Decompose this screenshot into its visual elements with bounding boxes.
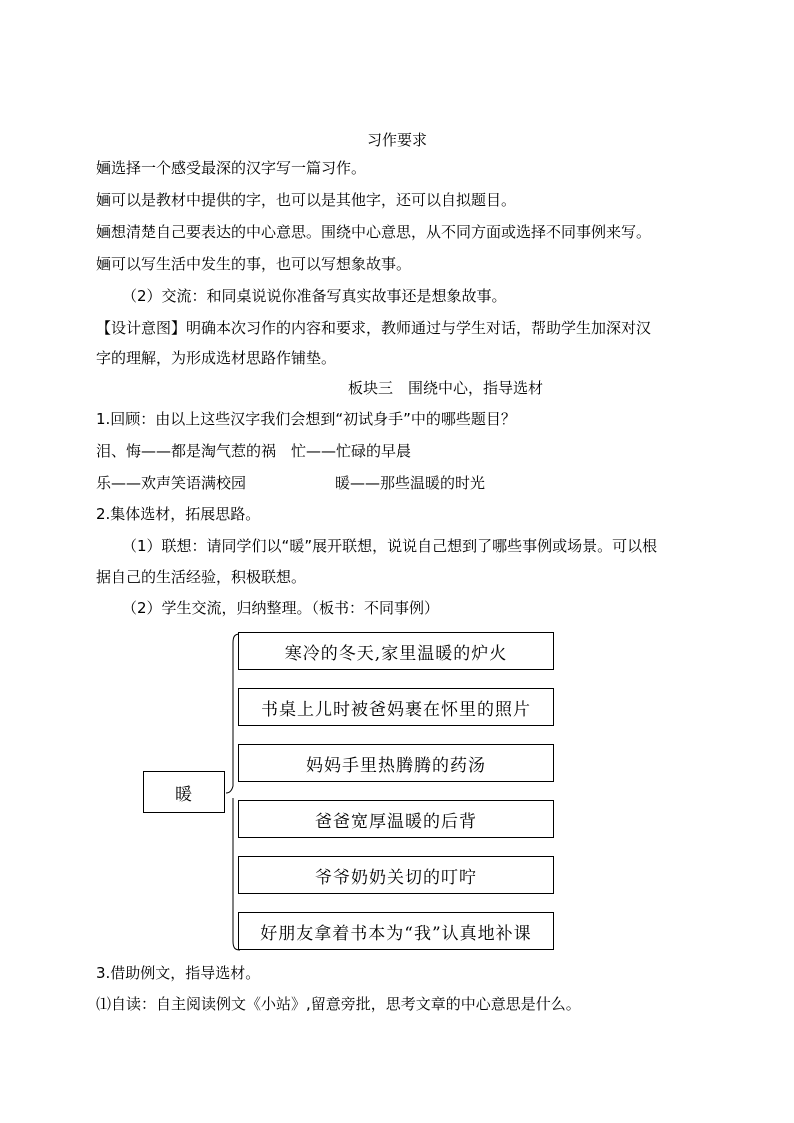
design-intent: 【设计意图】明确本次习作的内容和要求，教师通过与学生对话，帮助学生加深对汉 xyxy=(96,319,652,337)
requirement-item: 婳可以是教材中提供的字，也可以是其他字，还可以自拟题目。 xyxy=(96,191,517,209)
title-pairs-line2-right: 暖——那些温暖的时光 xyxy=(335,474,486,492)
title-pairs-line1: 泪、悔——都是淘气惹的祸 忙——忙碌的早晨 xyxy=(96,442,412,460)
mindmap-branch: 书桌上儿时被爸妈裹在怀里的照片 xyxy=(238,688,554,726)
requirement-item: 婳想清楚自己要表达的中心意思。围绕中心意思，从不同方面或选择不同事例来写。 xyxy=(96,223,652,241)
associate-text-continued: 据自己的生活经验，积极联想。 xyxy=(96,568,307,586)
associate-text: （1）联想：请同学们以“暖”展开联想，说说自己想到了哪些事例或场景。可以根 xyxy=(122,537,658,555)
requirement-item: 婳选择一个感受最深的汉字写一篇习作。 xyxy=(96,159,367,177)
mindmap-branch: 好朋友拿着书本为“我”认真地补课 xyxy=(238,912,554,950)
mindmap-branch: 妈妈手里热腾腾的药汤 xyxy=(238,744,554,782)
design-intent-continued: 字的理解，为形成选材思路作铺垫。 xyxy=(96,349,337,367)
example-heading: 3.借助例文，指导选材。 xyxy=(96,964,261,982)
exchange-text: （2）交流：和同桌说说你准备写真实故事还是想象故事。 xyxy=(122,287,507,305)
mindmap-branch: 爸爸宽厚温暖的后背 xyxy=(238,800,554,838)
student-exchange-text: （2）学生交流，归纳整理。（板书：不同事例） xyxy=(122,599,440,617)
section-heading: 板块三 围绕中心，指导选材 xyxy=(348,379,544,397)
mindmap-root: 暖 xyxy=(143,771,225,813)
mindmap-branch: 爷爷奶奶关切的叮咛 xyxy=(238,856,554,894)
requirement-item: 婳可以写生活中发生的事，也可以写想象故事。 xyxy=(96,255,412,273)
self-read-text: ⑴自读：自主阅读例文《小站》,留意旁批，思考文章的中心意思是什么。 xyxy=(96,995,581,1013)
requirements-title: 习作要求 xyxy=(366,131,427,149)
title-pairs-line2-left: 乐——欢声笑语满校园 xyxy=(96,474,247,492)
mindmap-branch: 寒冷的冬天,家里温暖的炉火 xyxy=(238,632,554,670)
review-question: 1.回顾：由以上这些汉字我们会想到“初试身手”中的哪些题目？ xyxy=(96,410,516,428)
collective-heading: 2.集体选材，拓展思路。 xyxy=(96,505,261,523)
